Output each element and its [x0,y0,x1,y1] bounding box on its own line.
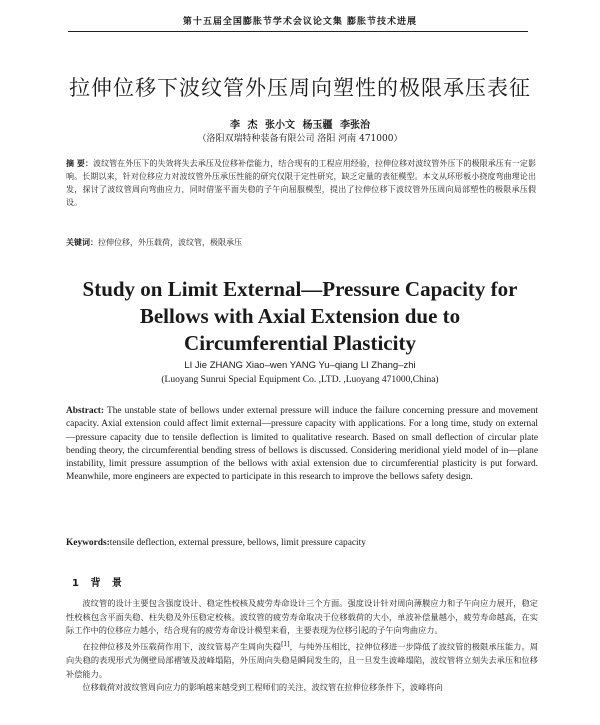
chinese-keywords-label: 关键词： [66,238,98,247]
running-header: 第十五届全国膨胀节学术会议论文集 膨胀节技术进展 [182,17,418,27]
english-keywords-label: Keywords: [66,538,110,548]
body-paragraph-2b: ，与纯外压相比，拉伸位移进一步降低了波纹管的极限承压能力。周向失稳的表现形式为侧壁局部褶皱及波峰塌陷，外压周向失稳是瞬间发生的，且一旦发生波峰塌陷，波纹管将立刻失去承压和位移补偿能力。 [66,641,538,679]
chinese-keywords-text: 拉伸位移，外压载荷，波纹管，极限承压 [98,238,242,247]
chinese-abstract [66,157,536,209]
english-title-line-2: Bellows with Axial Extension due to [139,304,461,328]
body-paragraph-3: 位移载荷对波纹管周向应力的影响越来越受到工程师们的关注，波纹管在拉伸位移条件下，波峰将向 [82,682,443,693]
english-abstract [66,405,538,485]
chinese-affiliation: （洛阳双瑞特种装备有限公司 洛阳 河南 471000） [197,134,403,144]
chinese-keywords [66,237,536,249]
english-abstract-label: Abstract: [66,406,105,416]
section-heading [72,574,126,589]
body-paragraph-2a: 在拉伸位移及外压载荷作用下，波纹管易产生周向失稳 [82,641,282,652]
english-title [40,276,560,357]
english-keywords-text: tensile deflection, external pressure, bellows, limit pressure capacity [109,538,366,548]
english-title-line-3: Circumferential Plasticity [184,331,416,355]
chinese-abstract-text: 波纹管在外压下的失效将失去承压及位移补偿能力，结合现有的工程应用经验，拉伸位移对波纹管外压下的极限承压有一定影响。长期以来，针对位移应力对波纹管外压承压性能的研究仅限于定性研究，缺乏定量的表征模型。本文从环形板小挠度弯曲理论出发，探讨了波纹管周向弯曲应力，同时借鉴平面失稳的子午向屈服模型，提出了拉伸位移下波纹管外压周向局部塑性的极限承压假设。 [66,159,536,207]
chinese-abstract-label: 摘 要： [66,159,94,168]
english-affiliation: (Luoyang Sunrui Special Equipment Co. ,LTD. ,Luoyang 471000,China) [161,375,439,385]
header-rule [68,31,528,32]
english-authors: LI Jie ZHANG Xiao–wen YANG Yu–qiang LI Zhang–zhi [184,360,416,371]
chinese-authors: 李 杰 张小文 杨玉疆 李张治 [230,120,370,131]
english-keywords [66,538,538,548]
body-paragraph-1: 波纹管的设计主要包含强度设计、稳定性校核及疲劳寿命设计三个方面。强度设计针对周向薄膜应力和子午向应力展开，稳定性校核包含平面失稳、柱失稳及外压稳定校核。波纹管的疲劳寿命取决于位移载荷的大小，单波补偿量越小，疲劳寿命越高，在实际工作中的位移应力越小，结合现有的疲劳寿命设计模型来看，主要表现为位移引起的子午向弯曲应力。 [66,598,538,636]
english-abstract-text: The unstable state of bellows under external pressure will induce the failure concerning pressure and movement capacity. Axial extension could affect limit external—pressure capacity with applications. For a long time, study on external—pressure capacity due to tensile deflection is limited to qualitative research. Based on small deflection of circular plate bending theory, the circumferential bending stress of bellows is discussed. Considering meridional yield model of in—plane instability, limit pressure assumption of the bellows with axial extension due to circumferential plasticity is put forward. Meanwhile, more engineers are expected to participate in this research to improve the bellows safety design. [66,406,538,483]
body-paragraph-2 [66,638,538,682]
chinese-title: 拉伸位移下波纹管外压周向塑性的极限承压表征 [69,76,531,100]
english-title-line-1: Study on Limit External—Pressure Capacity for [82,277,518,301]
section-number: 1 [72,578,83,589]
body-text [66,597,538,725]
section-title: 背 景 [90,578,126,589]
citation-ref: [1] [281,640,290,648]
